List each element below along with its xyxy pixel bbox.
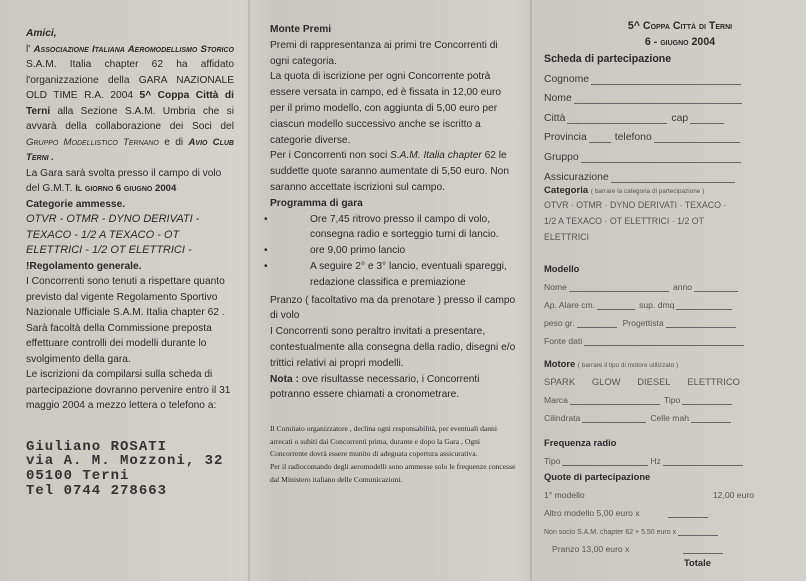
program-heading: Programma di gara	[270, 197, 363, 209]
province-field[interactable]: Provincia telefono	[544, 124, 796, 144]
event-name: 5^ Coppa Città di Terni	[26, 90, 234, 117]
registration-text: Le iscrizioni da compilarsi sulla scheda di partecipazione dovranno pervenire entro il 31 maggio 2004 a mezzo lettera o telefono a:	[26, 369, 231, 411]
surname-field[interactable]: Cognome	[544, 65, 796, 85]
categories-list: OTVR - OTMR - DYNO DERIVATI - TEXACO - 1/2 A TEXACO - OT ELETTRICI - 1/2 OT ELETTRICI -	[26, 213, 200, 256]
insurance-field[interactable]: Assicurazione	[544, 163, 796, 183]
club-name-1: Gruppo Modellistico Ternano	[26, 136, 159, 148]
engine-spark[interactable]: SPARK	[544, 375, 576, 387]
non-members-text: Per i Concorrenti non soci S.A.M. Italia chapter 62 le suddette quote saranno aumentate di 5,50 euro. Non saranno accettate iscrizioni sul campo.	[270, 150, 510, 193]
total-label: Totale	[684, 556, 711, 568]
fee-non-member[interactable]: Non socio S.A.M. chapter 62 + 5.50 euro x	[544, 518, 754, 536]
drawings-text: I Concorrenti sono peraltro invitati a presentare, contestualmente alla consegna della radio, disegni e/o trittici relativi ai propri modelli.	[270, 326, 516, 369]
frequency-disclaimer: Per il radiocomando degli aeromodelli sono ammesse solo le frequenze concesse dal Ministero italiano delle Comunicazioni.	[270, 461, 516, 484]
engine-electric[interactable]: ELETTRICO	[687, 375, 740, 387]
event-date: Il giorno 6 giugno 2004	[75, 183, 177, 194]
fold-line	[248, 0, 250, 581]
categories-heading: Categorie ammesse.	[26, 198, 126, 210]
club-name-2: Avio Club Terni .	[26, 136, 234, 163]
frequency-heading: Frequenza radio	[544, 436, 617, 448]
engine-types[interactable]	[544, 376, 740, 387]
lunch-text: Pranzo ( facoltativo ma da prenotare ) presso il campo di volo	[270, 294, 516, 322]
program-list	[270, 212, 518, 291]
program-item: • A seguire 2° e 3° lancio, eventuali spareggi, redazione classifica e premiazione	[270, 259, 518, 291]
greeting: Amici,	[26, 28, 57, 39]
cup-date: 6 - giugno 2004	[644, 36, 716, 48]
contact-phone: Tel 0744 278663	[26, 482, 168, 499]
city-field[interactable]: Città cap	[544, 104, 796, 124]
prizes-text: Premi di rappresentanza ai primi tre Concorrenti di ogni categoria.	[270, 39, 498, 67]
rules-text: I Concorrenti sono tenuti a rispettare quanto previsto dal vigente Regolamento Sportivo Nazionale Ufficiale S.A.M. Italia chapter 62 . Sarà facoltà della Commissione preposta effettuare controlli dei modelli durante lo svolgimento della gara.	[26, 276, 225, 365]
wingspan-field[interactable]: Ap. Alare cm. sup. dmq	[544, 292, 796, 310]
fee-text: La quota di iscrizione per ogni Concorrente potrà essere versata in campo, ed è fissata in 12,00 euro per il primo modello, con aggiunta di 5,00 euro per ciascun modello successivo anche se iscritto a categorie diverse.	[270, 71, 502, 146]
engine-section: Motore ( barrare il tipo di motore utilizzato )	[544, 357, 679, 369]
model-heading: Modello	[544, 262, 580, 274]
form-title	[544, 18, 796, 50]
contact-name: Giuliano ROSATI	[26, 438, 168, 455]
fee-extra-model[interactable]: Altro modello 5,00 euro x	[544, 500, 754, 518]
frequency-field[interactable]: Tipo Hz	[544, 448, 796, 466]
group-field[interactable]: Gruppo	[544, 143, 796, 163]
rules-heading: !Regolamento generale.	[26, 260, 142, 272]
data-source-field[interactable]: Fonte dati	[544, 328, 796, 346]
engine-glow[interactable]: GLOW	[591, 375, 621, 387]
fee-first-model: 1° modello 12,00 euro	[544, 489, 754, 500]
cup-title: 5^ Coppa Città di Terni	[627, 20, 733, 32]
fold-line	[530, 0, 532, 581]
program-item: • Ore 7,45 ritrovo presso il campo di volo, consegna radio e sorteggio turni di lancio.	[270, 212, 518, 244]
contact-street: via A. M. Mozzoni, 32	[26, 453, 224, 470]
fees-heading: Quote di partecipazione	[544, 470, 651, 482]
disclaimer-text: Il Comitato organizzatore , declina ogni responsabilità, per eventuali danni arrecati o subiti dai Concorrenti prima, durante e dopo la Gara , Ogni Concorrente dovrà essere munito di adeguata copertura assicurativa.	[270, 424, 497, 459]
column-intro	[0, 0, 240, 581]
engine-brand-field[interactable]: Marca Tipo	[544, 387, 796, 405]
contact-address	[26, 440, 234, 499]
venue-text: La Gara sarà svolta presso il campo di volo del G.M.T. Il giorno 6 giugno 2004	[26, 167, 222, 194]
column-entry-form	[538, 0, 804, 581]
category-options[interactable]: OTVR · OTMR · DYNO DERIVATI · TEXACO · 1/2 A TEXACO · OT ELETTRICI · 1/2 OT ELETTRICI	[544, 199, 727, 242]
weight-field[interactable]: peso gr. Progettista	[544, 310, 796, 328]
displacement-field[interactable]: Cilindrata Celle mah	[544, 405, 796, 423]
intro-paragraph: l' Associazione Italiana Aeromodellismo Storico S.A.M. Italia chapter 62 ha affidato l'organizzazione della GARA NAZIONALE OLD TIME R.A. 2004 5^ Coppa Città di Terni alla Sezione S.A.M. Umbria che si avvarà della collaborazione dei Soci del Gruppo Modellistico Ternano e di Avio Club Terni .	[26, 43, 234, 163]
contact-city: 05100 Terni	[26, 468, 130, 485]
model-name-field[interactable]: Nome anno	[544, 274, 796, 292]
prizes-heading: Monte Premi	[270, 24, 332, 35]
name-field[interactable]: Nome	[544, 85, 796, 105]
category-section: Categoria ( barrare la categoria di partecipazione )	[544, 184, 705, 196]
note-text: Nota : ove risultasse necessario, i Concorrenti potranno essere chiamati a cronometrare.	[270, 373, 480, 401]
program-item: • ore 9,00 primo lancio	[270, 243, 518, 259]
fee-lunch[interactable]: Pranzo 13,00 euro x	[544, 536, 762, 554]
column-rules	[262, 0, 524, 581]
form-heading: Scheda di partecipazione	[544, 53, 672, 65]
engine-diesel[interactable]: DIESEL	[637, 375, 671, 387]
association-name: Associazione Italiana Aeromodellismo Storico	[33, 43, 234, 55]
